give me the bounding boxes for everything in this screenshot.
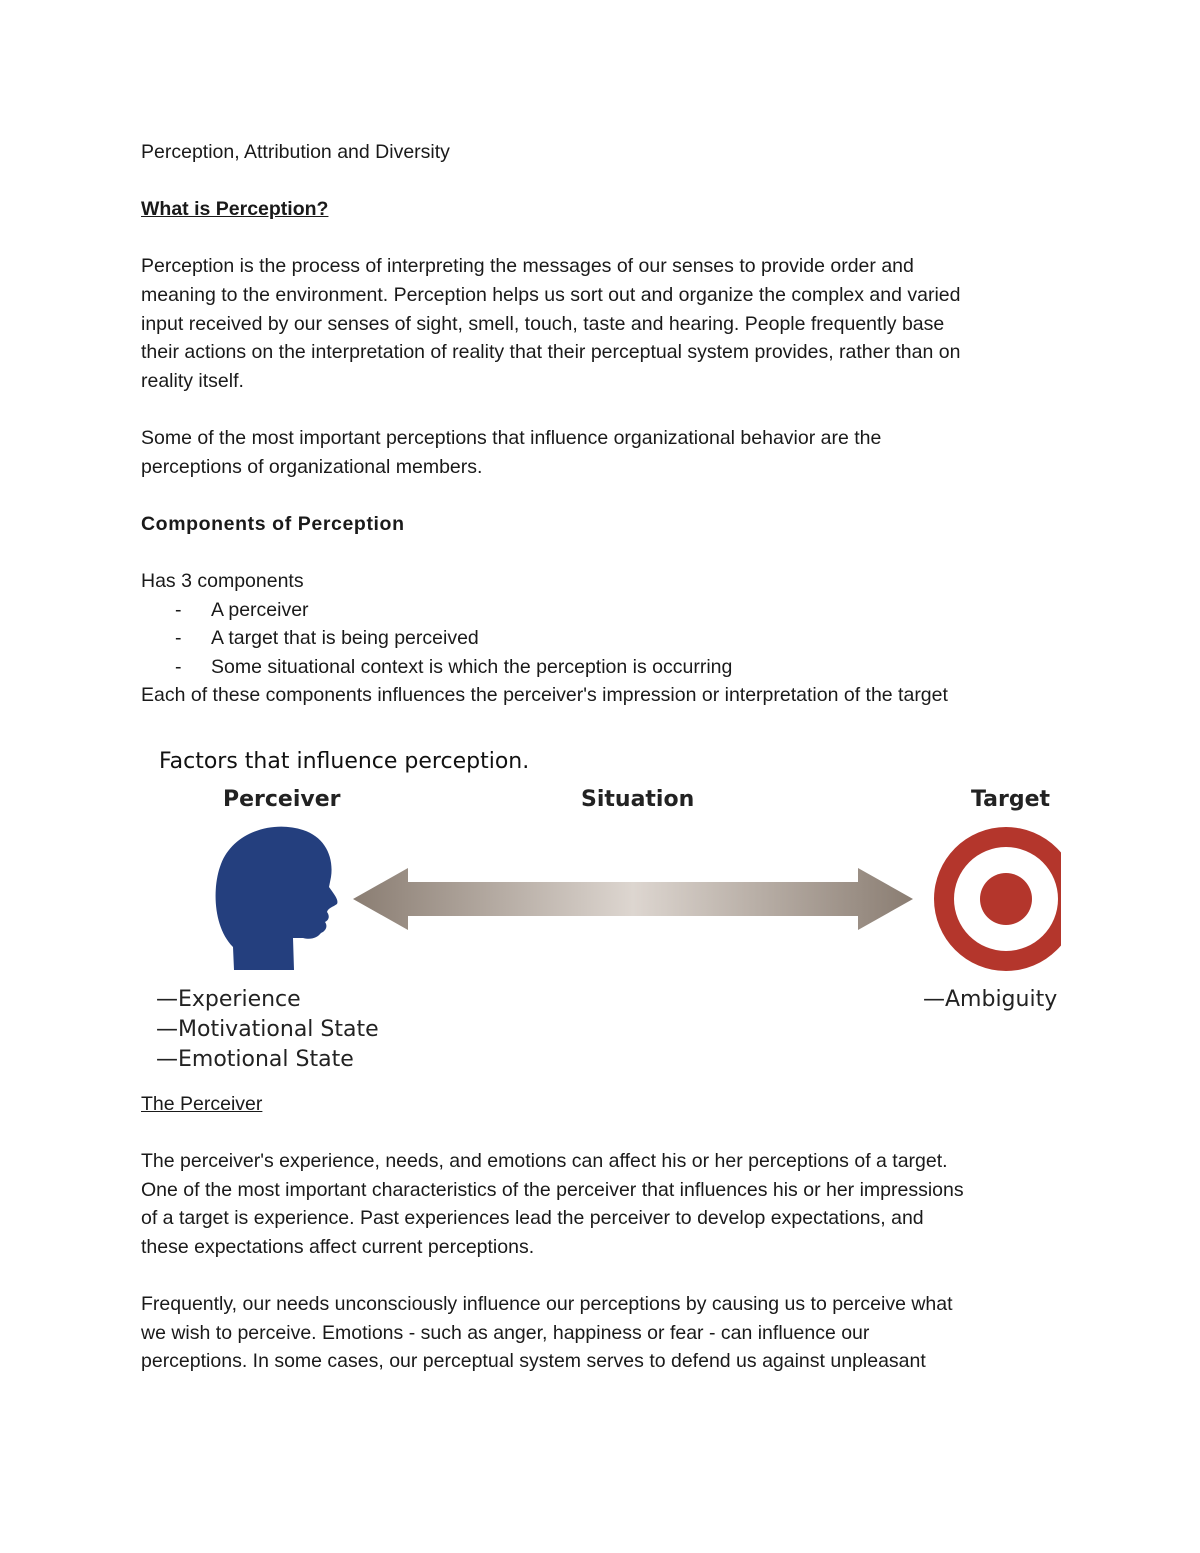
bullet-dash: - — [175, 598, 182, 621]
spacer — [141, 395, 1061, 424]
spacer — [141, 224, 1061, 253]
text-line: perceptions of organizational members. — [141, 455, 483, 478]
text-line: Perception is the process of interpreting the messages of our senses to provide order and — [141, 255, 914, 278]
perception-factors-figure — [141, 742, 1061, 1072]
paragraph-organizational — [141, 424, 1061, 481]
text-line: Frequently, our needs unconsciously influence our perceptions by causing us to perceive what — [141, 1293, 953, 1316]
text-line: The perceiver's experience, needs, and emotions can affect his or her perceptions of a target. — [141, 1150, 948, 1173]
spacer — [141, 538, 1061, 567]
text-line: we wish to perceive. Emotions - such as anger, happiness or fear - can influence our — [141, 1321, 870, 1344]
text-line: input received by our senses of sight, smell, touch, taste and hearing. People frequently base — [141, 312, 945, 335]
perceiver-label: Perceiver — [223, 786, 341, 812]
bullet-dash: - — [175, 655, 182, 678]
figure-title: Factors that influence perception. — [159, 748, 530, 774]
target-label: Target — [971, 786, 1051, 812]
text-line: Some of the most important perceptions that influence organizational behavior are the — [141, 426, 882, 449]
spacer — [141, 481, 1061, 510]
human-head-icon — [216, 826, 338, 969]
section-heading-components: Components of Perception — [141, 512, 405, 535]
text-line: their actions on the interpretation of reality that their perceptual system provides, rather than on — [141, 341, 961, 364]
list-item-text: Some situational context is which the perception is occurring — [211, 655, 733, 678]
list-item — [141, 653, 1061, 682]
spacer — [141, 1261, 1061, 1290]
perceiver-factor: —Motivational State — [156, 1016, 379, 1042]
spacer — [141, 1118, 1061, 1147]
components-list — [141, 596, 1061, 682]
perceiver-factor: —Emotional State — [156, 1046, 354, 1072]
paragraph-needs-emotions — [141, 1290, 1061, 1376]
section-heading-what-is-perception: What is Perception? — [141, 198, 329, 221]
section-heading-the-perceiver: The Perceiver — [141, 1092, 263, 1115]
text-line: meaning to the environment. Perception helps us sort out and organize the complex and varied — [141, 283, 961, 306]
perceiver-factors-list — [156, 985, 379, 1075]
paragraph-definition — [141, 252, 1061, 395]
list-item-text: A target that is being perceived — [211, 627, 479, 650]
list-item — [141, 624, 1061, 653]
list-item-text: A perceiver — [211, 598, 309, 621]
target-factor: —Ambiguity — [923, 986, 1058, 1012]
situation-label: Situation — [581, 786, 695, 812]
document-title: Perception, Attribution and Diversity — [141, 141, 450, 163]
bullseye-icon — [934, 827, 1061, 971]
target-factors-list — [923, 985, 1057, 1015]
components-summary: Each of these components influences the perceiver's impression or interpretation of the target — [141, 684, 948, 707]
document-page — [141, 138, 1061, 1376]
components-intro: Has 3 components — [141, 569, 304, 592]
spacer — [141, 167, 1061, 196]
text-line: of a target is experience. Past experiences lead the perceiver to develop expectations, and — [141, 1207, 924, 1230]
text-line: perceptions. In some cases, our perceptual system serves to defend us against unpleasant — [141, 1350, 926, 1373]
paragraph-perceiver-experience — [141, 1147, 1061, 1261]
text-line: reality itself. — [141, 369, 244, 392]
bullet-dash: - — [175, 627, 182, 650]
text-line: these expectations affect current perceptions. — [141, 1235, 535, 1258]
double-arrow-icon — [353, 868, 913, 930]
perceiver-factor: —Experience — [156, 986, 301, 1012]
text-line: One of the most important characteristics of the perceiver that influences his or her impressions — [141, 1178, 964, 1201]
list-item — [141, 596, 1061, 625]
